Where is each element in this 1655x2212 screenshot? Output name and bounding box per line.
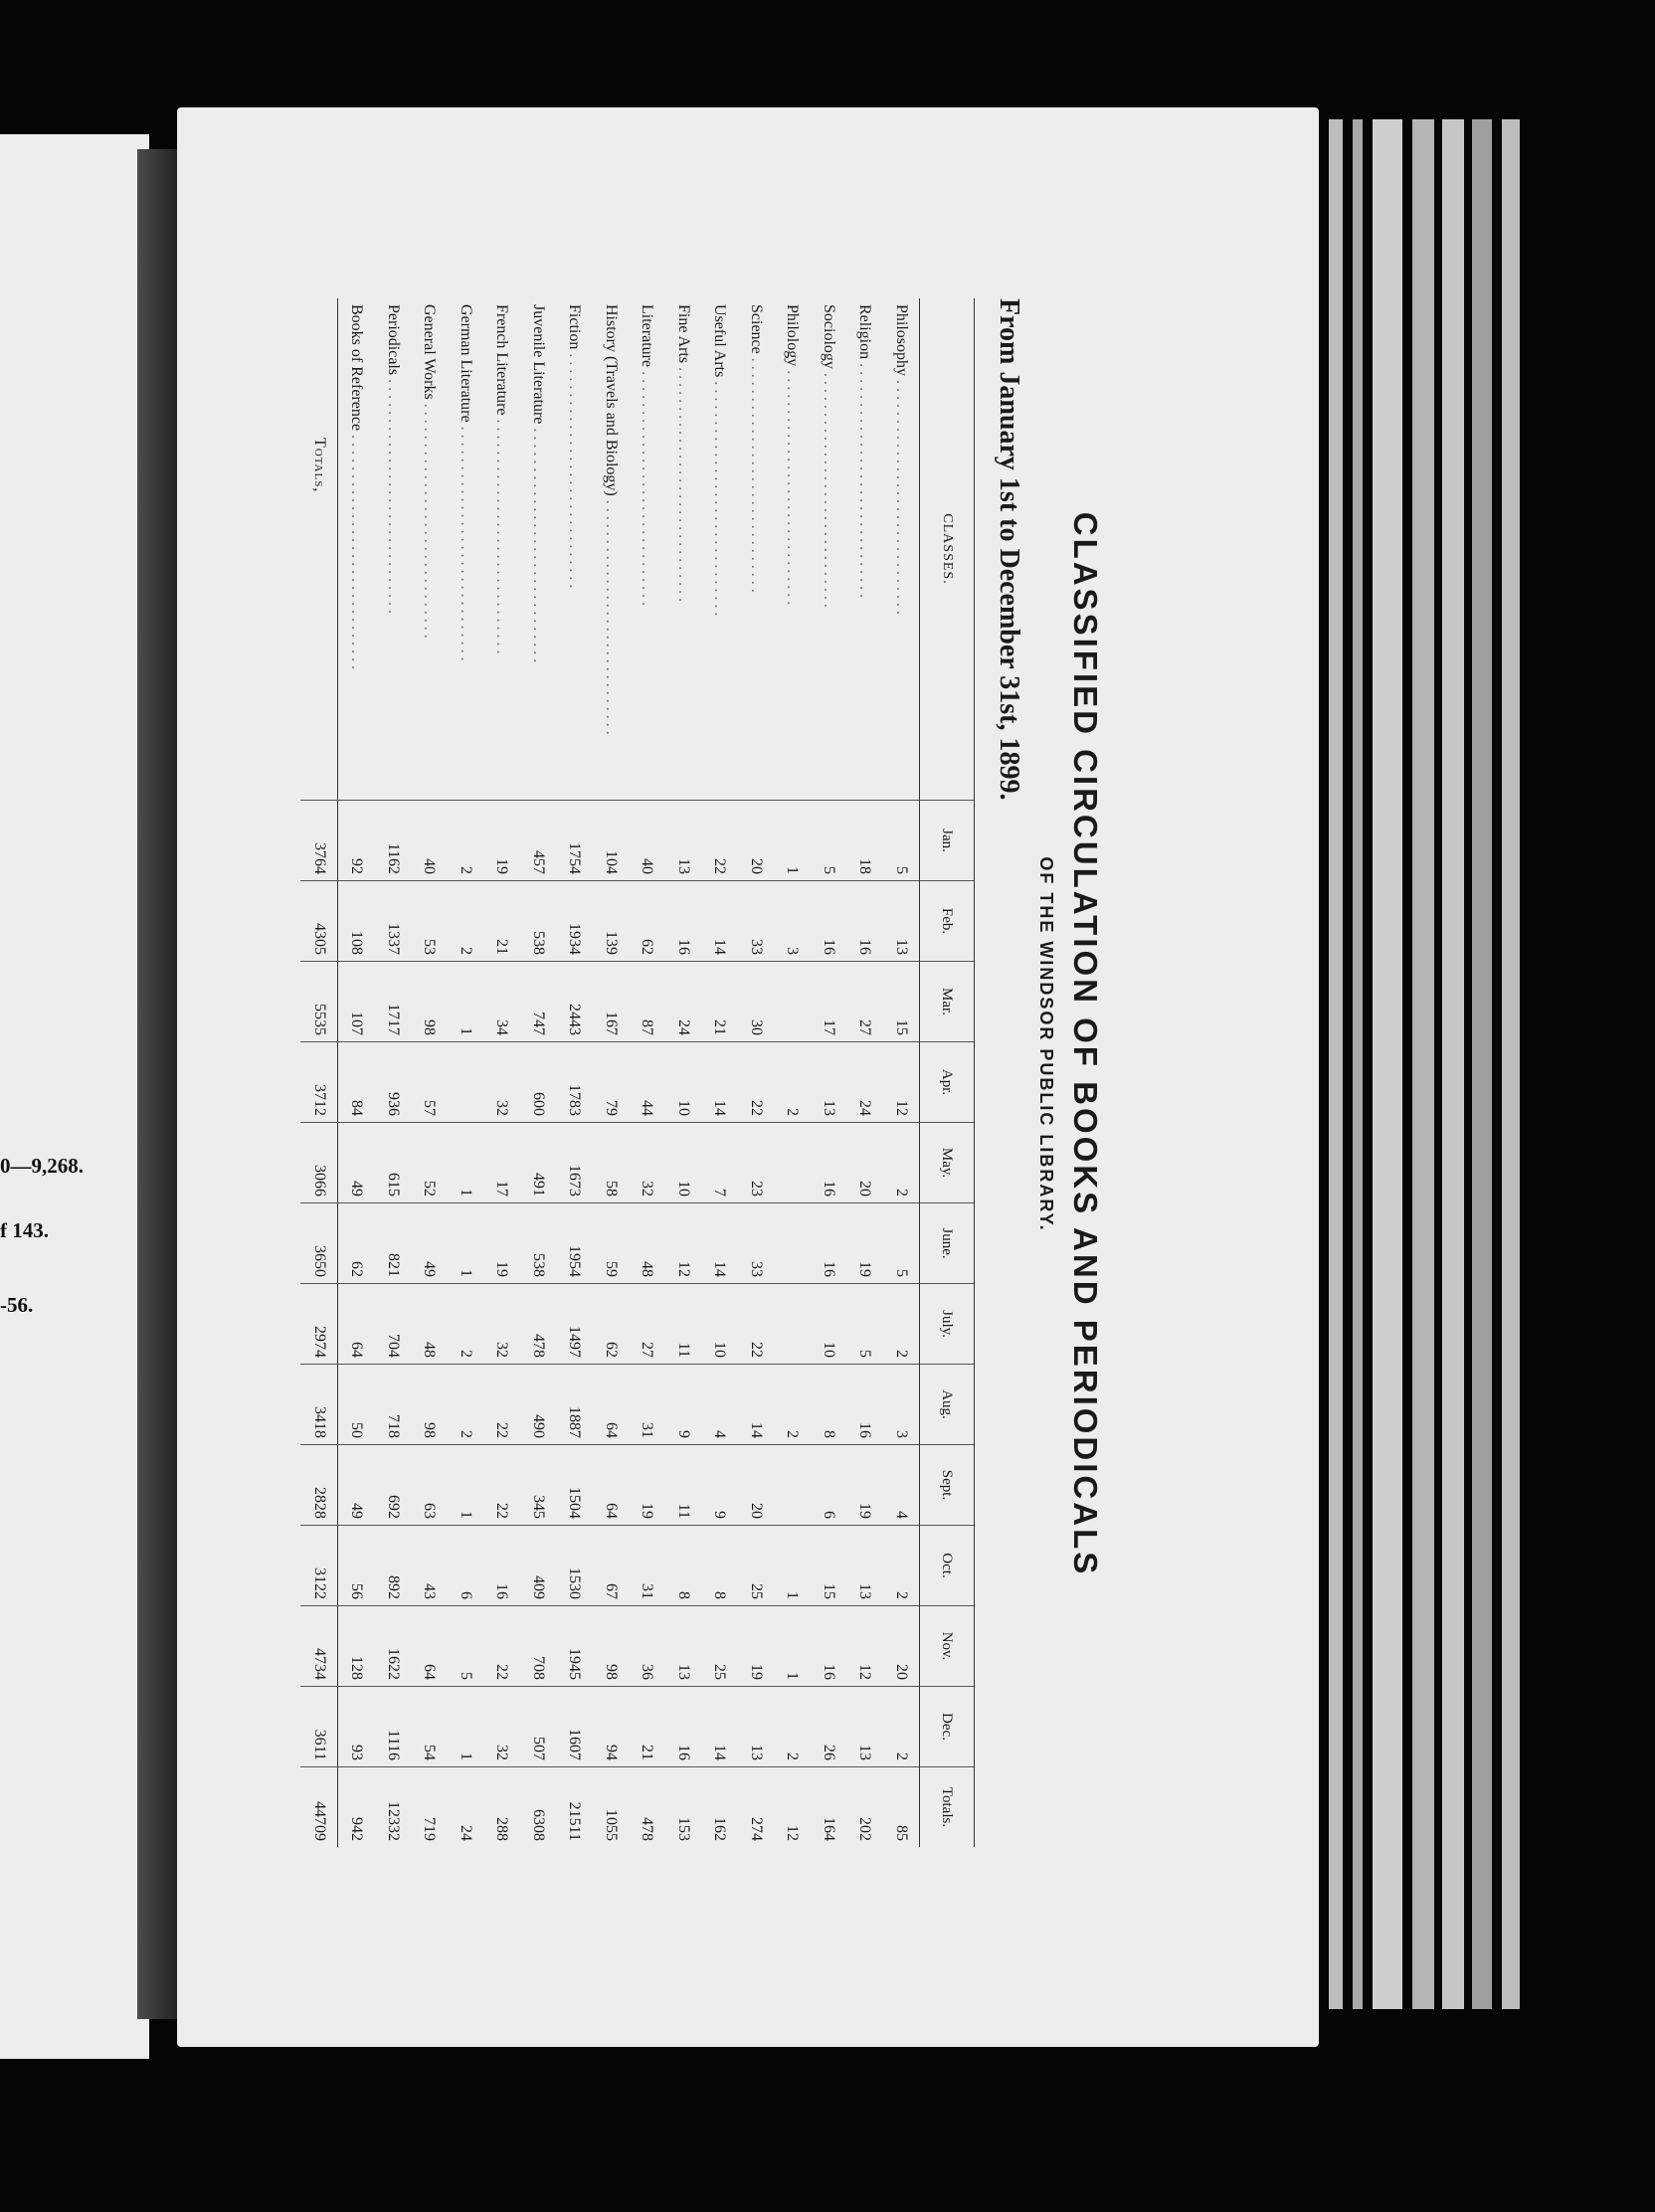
value-cell: 98	[411, 1365, 448, 1445]
value-cell: 22	[701, 801, 738, 881]
value-cell: 14	[701, 1203, 738, 1284]
table-row	[846, 298, 883, 1847]
value-cell: 22	[738, 1042, 775, 1123]
value-cell: 491	[520, 1123, 557, 1203]
value-cell: 59	[593, 1203, 630, 1284]
value-cell: 167	[593, 962, 630, 1042]
value-cell: 30	[738, 962, 775, 1042]
value-cell: 1622	[375, 1606, 412, 1687]
value-cell: 52	[411, 1123, 448, 1203]
class-name-cell: Philosophy . . .	[883, 298, 920, 801]
table-row	[665, 298, 702, 1847]
value-cell: 54	[411, 1687, 448, 1767]
value-cell: 3	[883, 1365, 920, 1445]
class-name-cell: Literature . . .	[629, 298, 665, 801]
value-cell: 16	[665, 881, 702, 962]
value-cell: 32	[483, 1687, 520, 1767]
value-cell	[774, 1123, 811, 1203]
value-cell: 92	[338, 801, 375, 881]
value-cell: 9	[701, 1445, 738, 1526]
value-cell: 13	[665, 1606, 702, 1687]
column-header: Totals.	[920, 1767, 975, 1848]
value-cell: 20	[738, 801, 775, 881]
value-cell: 5	[883, 1203, 920, 1284]
value-cell: 24	[846, 1042, 883, 1123]
date-range: From January 1st to December 31st, 1899.	[994, 298, 1024, 801]
table-row	[774, 298, 811, 1847]
value-cell: 13	[665, 801, 702, 881]
value-cell: 20	[738, 1445, 775, 1526]
value-cell: 107	[338, 962, 375, 1042]
value-cell: 8	[701, 1526, 738, 1606]
value-cell: 12	[846, 1606, 883, 1687]
value-cell: 2	[883, 1526, 920, 1606]
total-value-cell: 4305	[301, 881, 338, 962]
value-cell: 10	[665, 1042, 702, 1123]
value-cell: 5	[448, 1606, 484, 1687]
value-cell: 1954	[556, 1203, 593, 1284]
value-cell: 32	[483, 1284, 520, 1365]
value-cell: 36	[629, 1606, 665, 1687]
total-value-cell: 3066	[301, 1123, 338, 1203]
class-name-cell: Sociology . . .	[811, 298, 847, 801]
value-cell: 25	[738, 1526, 775, 1606]
total-value-cell: 44709	[301, 1767, 338, 1848]
total-value-cell: 3650	[301, 1203, 338, 1284]
page-edge	[1329, 119, 1343, 2009]
left-page-fragment: 0—9,268.	[0, 1154, 84, 1178]
value-cell: 21511	[556, 1767, 593, 1848]
value-cell: 108	[338, 881, 375, 962]
value-cell: 21	[483, 881, 520, 962]
table-header-row	[920, 298, 975, 1847]
value-cell: 10	[701, 1284, 738, 1365]
value-cell: 62	[629, 881, 665, 962]
value-cell: 1055	[593, 1767, 630, 1848]
totals-label: Totals,	[301, 298, 338, 801]
value-cell: 1	[774, 1526, 811, 1606]
value-cell: 23	[738, 1123, 775, 1203]
value-cell: 1162	[375, 801, 412, 881]
value-cell: 11	[665, 1284, 702, 1365]
value-cell: 56	[338, 1526, 375, 1606]
value-cell: 538	[520, 881, 557, 962]
value-cell	[774, 1203, 811, 1284]
value-cell: 64	[593, 1445, 630, 1526]
value-cell: 21	[701, 962, 738, 1042]
value-cell: 5	[811, 801, 847, 881]
value-cell: 13	[846, 1687, 883, 1767]
column-header: Dec.	[920, 1687, 975, 1767]
value-cell: 18	[846, 801, 883, 881]
value-cell: 10	[811, 1284, 847, 1365]
value-cell: 457	[520, 801, 557, 881]
table-row	[593, 298, 630, 1847]
value-cell: 14	[701, 881, 738, 962]
value-cell: 478	[629, 1767, 665, 1848]
value-cell: 12	[665, 1203, 702, 1284]
value-cell: 345	[520, 1445, 557, 1526]
value-cell: 2	[448, 801, 484, 881]
value-cell: 24	[448, 1767, 484, 1848]
value-cell: 1504	[556, 1445, 593, 1526]
value-cell: 40	[411, 801, 448, 881]
value-cell: 507	[520, 1687, 557, 1767]
value-cell: 27	[846, 962, 883, 1042]
table-row	[411, 298, 448, 1847]
value-cell: 1934	[556, 881, 593, 962]
value-cell: 13	[883, 881, 920, 962]
page-edge	[1373, 119, 1402, 2009]
class-name-cell: French Literature . . .	[483, 298, 520, 801]
value-cell: 3	[774, 881, 811, 962]
page-subtitle: OF THE WINDSOR PUBLIC LIBRARY.	[1036, 856, 1056, 1232]
value-cell: 14	[738, 1365, 775, 1445]
value-cell: 32	[629, 1123, 665, 1203]
value-cell: 16	[483, 1526, 520, 1606]
column-header: May.	[920, 1123, 975, 1203]
value-cell: 16	[846, 881, 883, 962]
column-header: Feb.	[920, 881, 975, 962]
value-cell: 64	[338, 1284, 375, 1365]
table-row	[811, 298, 847, 1847]
left-page	[0, 134, 149, 2059]
value-cell: 892	[375, 1526, 412, 1606]
column-header: Nov.	[920, 1606, 975, 1687]
table-row	[375, 298, 412, 1847]
total-value-cell: 3764	[301, 801, 338, 881]
value-cell: 12	[774, 1767, 811, 1848]
value-cell: 1	[448, 1445, 484, 1526]
value-cell	[774, 962, 811, 1042]
value-cell: 1	[448, 1123, 484, 1203]
column-header: July.	[920, 1284, 975, 1365]
value-cell: 5	[883, 801, 920, 881]
value-cell: 8	[811, 1365, 847, 1445]
value-cell: 15	[811, 1526, 847, 1606]
value-cell: 2	[883, 1687, 920, 1767]
value-cell: 16	[811, 1606, 847, 1687]
value-cell: 164	[811, 1767, 847, 1848]
class-name-cell: Science . . .	[738, 298, 775, 801]
value-cell: 48	[629, 1203, 665, 1284]
value-cell: 17	[811, 962, 847, 1042]
total-value-cell: 4734	[301, 1606, 338, 1687]
value-cell: 9	[665, 1365, 702, 1445]
value-cell: 274	[738, 1767, 775, 1848]
value-cell: 409	[520, 1526, 557, 1606]
table-row	[738, 298, 775, 1847]
value-cell: 1497	[556, 1284, 593, 1365]
value-cell: 6	[448, 1526, 484, 1606]
value-cell: 62	[593, 1284, 630, 1365]
value-cell: 64	[593, 1365, 630, 1445]
total-value-cell: 2974	[301, 1284, 338, 1365]
value-cell: 84	[338, 1042, 375, 1123]
value-cell: 98	[411, 962, 448, 1042]
value-cell: 22	[483, 1606, 520, 1687]
value-cell: 2	[448, 1365, 484, 1445]
value-cell: 57	[411, 1042, 448, 1123]
value-cell: 153	[665, 1767, 702, 1848]
class-name-cell: History (Travels and Biology) . . .	[593, 298, 630, 801]
table-row	[483, 298, 520, 1847]
value-cell: 13	[811, 1042, 847, 1123]
value-cell: 49	[338, 1445, 375, 1526]
total-value-cell: 2828	[301, 1445, 338, 1526]
table-body	[301, 298, 920, 1847]
value-cell: 4	[701, 1365, 738, 1445]
value-cell: 20	[883, 1606, 920, 1687]
column-header: Apr.	[920, 1042, 975, 1123]
class-name-cell: Useful Arts . . .	[701, 298, 738, 801]
value-cell: 31	[629, 1365, 665, 1445]
value-cell: 10	[665, 1123, 702, 1203]
value-cell: 31	[629, 1526, 665, 1606]
value-cell: 32	[483, 1042, 520, 1123]
value-cell: 79	[593, 1042, 630, 1123]
value-cell: 139	[593, 881, 630, 962]
value-cell: 7	[701, 1123, 738, 1203]
rotated-content	[249, 298, 1104, 1890]
value-cell: 1	[448, 1203, 484, 1284]
value-cell: 13	[738, 1687, 775, 1767]
value-cell: 93	[338, 1687, 375, 1767]
value-cell	[448, 1042, 484, 1123]
value-cell: 16	[811, 1123, 847, 1203]
value-cell: 2	[448, 881, 484, 962]
value-cell: 718	[375, 1365, 412, 1445]
class-name-cell: Periodicals . . .	[375, 298, 412, 801]
value-cell: 538	[520, 1203, 557, 1284]
value-cell: 1	[448, 1687, 484, 1767]
value-cell: 48	[411, 1284, 448, 1365]
table-row	[629, 298, 665, 1847]
table-row	[883, 298, 920, 1847]
column-header: Aug.	[920, 1365, 975, 1445]
column-header: CLASSES.	[920, 298, 975, 801]
value-cell: 1	[448, 962, 484, 1042]
value-cell: 1945	[556, 1606, 593, 1687]
table-row	[556, 298, 593, 1847]
value-cell: 128	[338, 1606, 375, 1687]
value-cell: 13	[846, 1526, 883, 1606]
value-cell: 2	[883, 1284, 920, 1365]
value-cell: 615	[375, 1123, 412, 1203]
value-cell: 22	[738, 1284, 775, 1365]
page-edge	[1472, 119, 1492, 2009]
class-name-cell: Fine Arts . . .	[665, 298, 702, 801]
page-edge	[1412, 119, 1434, 2009]
left-page-fragment: -56.	[0, 1293, 34, 1317]
value-cell: 942	[338, 1767, 375, 1848]
value-cell	[774, 1284, 811, 1365]
value-cell	[774, 1445, 811, 1526]
value-cell: 692	[375, 1445, 412, 1526]
value-cell: 2	[774, 1687, 811, 1767]
value-cell: 478	[520, 1284, 557, 1365]
value-cell: 67	[593, 1526, 630, 1606]
column-header: Oct.	[920, 1526, 975, 1606]
value-cell: 17	[483, 1123, 520, 1203]
value-cell: 14	[701, 1687, 738, 1767]
value-cell: 6308	[520, 1767, 557, 1848]
value-cell: 1337	[375, 881, 412, 962]
table-row	[520, 298, 557, 1847]
value-cell: 1607	[556, 1687, 593, 1767]
value-cell: 288	[483, 1767, 520, 1848]
class-name-cell: Fiction . . .	[556, 298, 593, 801]
value-cell: 1673	[556, 1123, 593, 1203]
value-cell: 104	[593, 801, 630, 881]
page-edge	[1442, 119, 1464, 2009]
value-cell: 2443	[556, 962, 593, 1042]
value-cell: 1783	[556, 1042, 593, 1123]
value-cell: 19	[629, 1445, 665, 1526]
value-cell: 1754	[556, 801, 593, 881]
value-cell: 1	[774, 801, 811, 881]
total-value-cell: 3418	[301, 1365, 338, 1445]
value-cell: 16	[665, 1687, 702, 1767]
value-cell: 19	[483, 1203, 520, 1284]
value-cell: 936	[375, 1042, 412, 1123]
circulation-table	[301, 298, 976, 1847]
value-cell: 14	[701, 1042, 738, 1123]
value-cell: 490	[520, 1365, 557, 1445]
value-cell: 85	[883, 1767, 920, 1848]
value-cell: 34	[483, 962, 520, 1042]
total-value-cell: 3122	[301, 1526, 338, 1606]
total-value-cell: 3611	[301, 1687, 338, 1767]
value-cell: 8	[665, 1526, 702, 1606]
value-cell: 64	[411, 1606, 448, 1687]
value-cell: 16	[846, 1365, 883, 1445]
class-name-cell: Religion . . .	[846, 298, 883, 801]
class-name-cell: Juvenile Literature . . .	[520, 298, 557, 801]
column-header: Sept.	[920, 1445, 975, 1526]
value-cell: 2	[883, 1123, 920, 1203]
value-cell: 1	[774, 1606, 811, 1687]
value-cell: 24	[665, 962, 702, 1042]
value-cell: 43	[411, 1526, 448, 1606]
value-cell: 94	[593, 1687, 630, 1767]
value-cell: 1530	[556, 1526, 593, 1606]
value-cell: 16	[811, 1203, 847, 1284]
value-cell: 53	[411, 881, 448, 962]
value-cell: 22	[483, 1365, 520, 1445]
value-cell: 62	[338, 1203, 375, 1284]
table-row	[448, 298, 484, 1847]
value-cell: 20	[846, 1123, 883, 1203]
column-header: June.	[920, 1203, 975, 1284]
value-cell: 19	[846, 1203, 883, 1284]
value-cell: 11	[665, 1445, 702, 1526]
value-cell: 12	[883, 1042, 920, 1123]
value-cell: 704	[375, 1284, 412, 1365]
left-page-fragment: f 143.	[0, 1218, 49, 1242]
totals-row	[301, 298, 338, 1847]
value-cell: 87	[629, 962, 665, 1042]
value-cell: 33	[738, 881, 775, 962]
value-cell: 98	[593, 1606, 630, 1687]
class-name-cell: German Literature . . .	[448, 298, 484, 801]
total-value-cell: 3712	[301, 1042, 338, 1123]
page-edge	[1353, 119, 1363, 2009]
value-cell: 6	[811, 1445, 847, 1526]
value-cell: 19	[738, 1606, 775, 1687]
table-row	[701, 298, 738, 1847]
value-cell: 49	[411, 1203, 448, 1284]
value-cell: 1717	[375, 962, 412, 1042]
value-cell: 22	[483, 1445, 520, 1526]
class-name-cell: Books of Reference . . .	[338, 298, 375, 801]
value-cell: 747	[520, 962, 557, 1042]
value-cell: 21	[629, 1687, 665, 1767]
value-cell: 2	[774, 1365, 811, 1445]
value-cell: 33	[738, 1203, 775, 1284]
page-edge	[1502, 119, 1520, 2009]
value-cell: 49	[338, 1123, 375, 1203]
value-cell: 2	[448, 1284, 484, 1365]
value-cell: 5	[846, 1284, 883, 1365]
value-cell: 202	[846, 1767, 883, 1848]
total-value-cell: 5535	[301, 962, 338, 1042]
value-cell: 1887	[556, 1365, 593, 1445]
value-cell: 2	[774, 1042, 811, 1123]
column-header: Jan.	[920, 801, 975, 881]
class-name-cell: General Works . . .	[411, 298, 448, 801]
value-cell: 708	[520, 1606, 557, 1687]
value-cell: 821	[375, 1203, 412, 1284]
value-cell: 1116	[375, 1687, 412, 1767]
value-cell: 12332	[375, 1767, 412, 1848]
value-cell: 719	[411, 1767, 448, 1848]
value-cell: 600	[520, 1042, 557, 1123]
value-cell: 58	[593, 1123, 630, 1203]
value-cell: 44	[629, 1042, 665, 1123]
value-cell: 16	[811, 881, 847, 962]
column-header: Mar.	[920, 962, 975, 1042]
value-cell: 15	[883, 962, 920, 1042]
value-cell: 19	[483, 801, 520, 881]
value-cell: 27	[629, 1284, 665, 1365]
value-cell: 63	[411, 1445, 448, 1526]
value-cell: 4	[883, 1445, 920, 1526]
value-cell: 50	[338, 1365, 375, 1445]
value-cell: 162	[701, 1767, 738, 1848]
value-cell: 40	[629, 801, 665, 881]
page-title: CLASSIFIED CIRCULATION OF BOOKS AND PERIODICALS	[1067, 511, 1104, 1577]
value-cell: 26	[811, 1687, 847, 1767]
table-row	[338, 298, 375, 1847]
value-cell: 19	[846, 1445, 883, 1526]
class-name-cell: Philology . . .	[774, 298, 811, 801]
value-cell: 25	[701, 1606, 738, 1687]
